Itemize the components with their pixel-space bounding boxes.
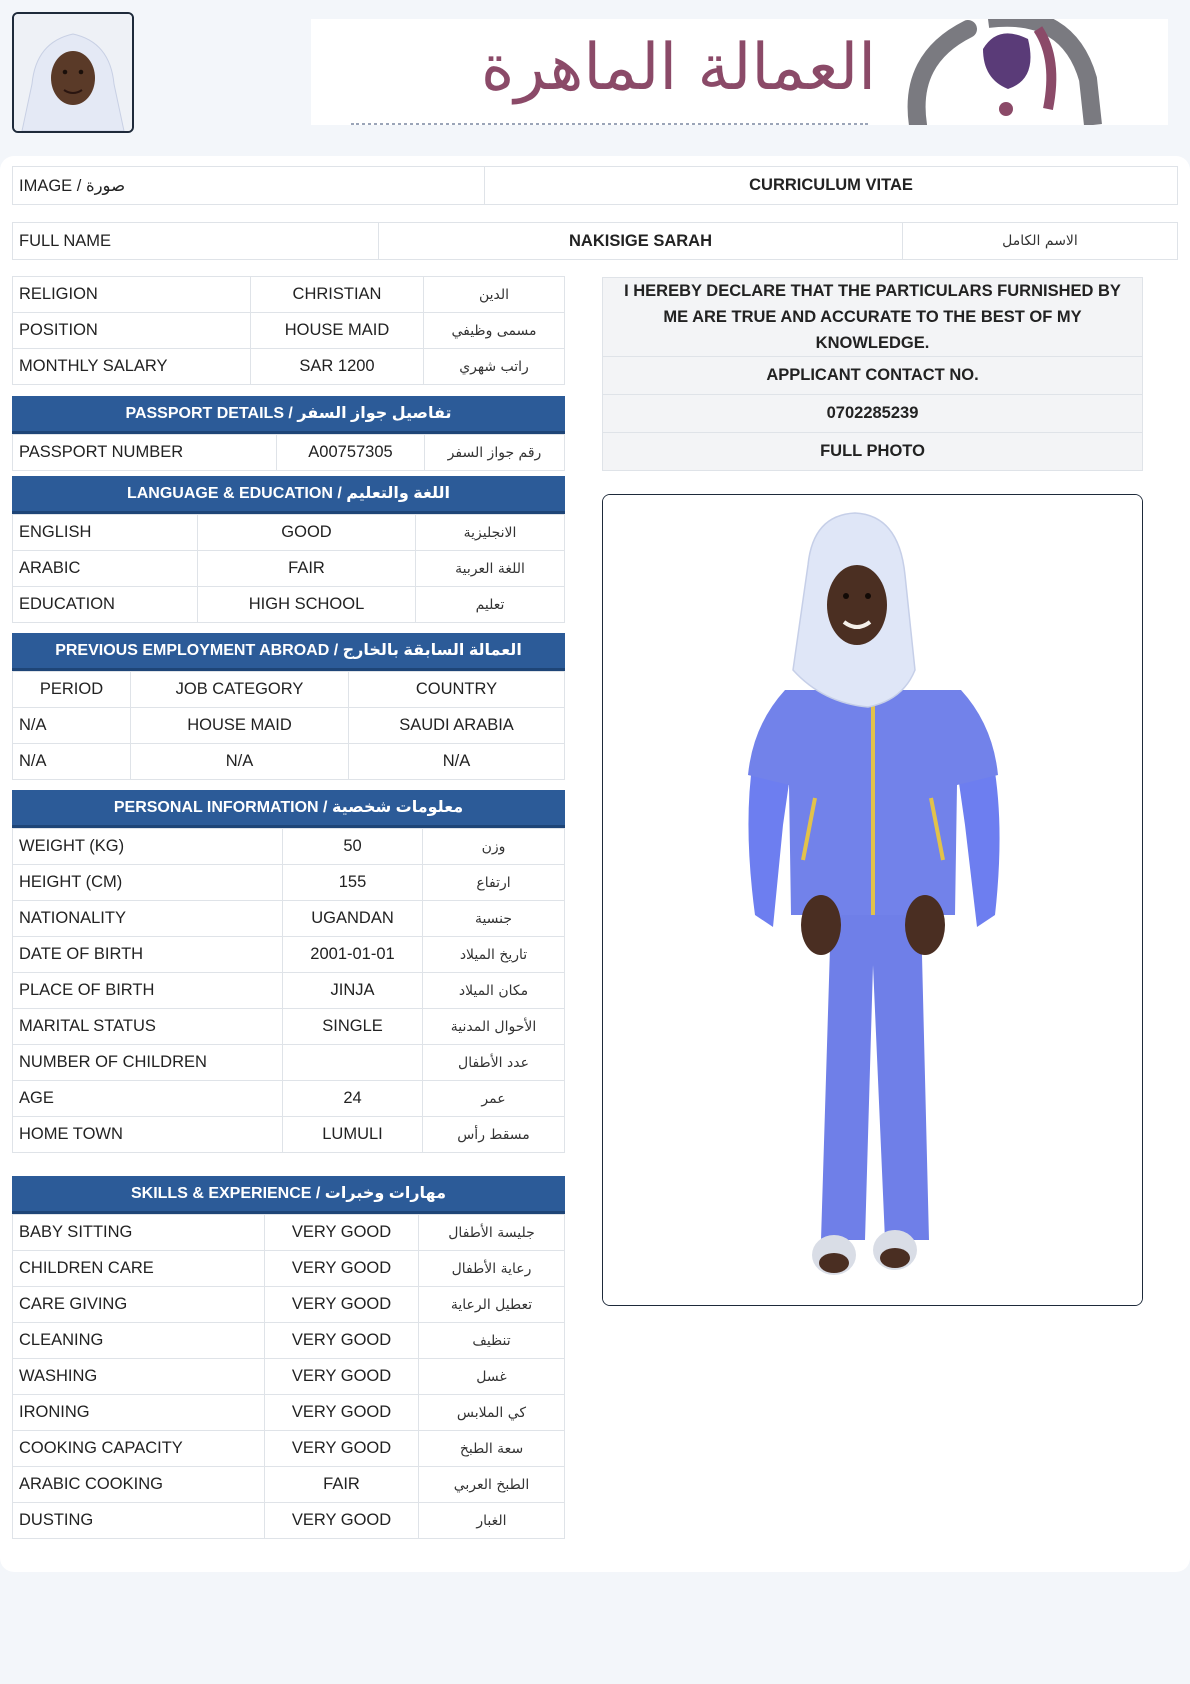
- employment-period: N/A: [13, 708, 131, 744]
- full-name-row: [12, 222, 1178, 260]
- personal-label-ar: عدد الأطفال: [423, 1045, 565, 1081]
- personal-value: 2001-01-01: [283, 937, 423, 973]
- skill-label: ARABIC COOKING: [13, 1467, 265, 1503]
- basic-label: POSITION: [13, 313, 251, 349]
- employment-job-category: HOUSE MAID: [131, 708, 349, 744]
- skill-label-ar: كي الملابس: [419, 1395, 565, 1431]
- skill-label-ar: تعطيل الرعاية: [419, 1287, 565, 1323]
- skill-row: [13, 1215, 565, 1251]
- personal-label: HOME TOWN: [13, 1117, 283, 1153]
- language-value: GOOD: [198, 515, 416, 551]
- personal-value: 24: [283, 1081, 423, 1117]
- employment-column-headers: [13, 672, 565, 708]
- skill-label-ar: جليسة الأطفال: [419, 1215, 565, 1251]
- column-header-job-category: JOB CATEGORY: [131, 672, 349, 708]
- skill-label: CHILDREN CARE: [13, 1251, 265, 1287]
- employment-section: [12, 633, 565, 780]
- skill-row: [13, 1503, 565, 1539]
- employment-country: SAUDI ARABIA: [349, 708, 565, 744]
- employment-header: PREVIOUS EMPLOYMENT ABROAD / العمالة السابقة بالخارج: [12, 633, 565, 671]
- skill-level: VERY GOOD: [265, 1431, 419, 1467]
- basic-info-table: [12, 276, 565, 385]
- skill-level: VERY GOOD: [265, 1323, 419, 1359]
- skill-label-ar: الطبخ العربي: [419, 1467, 565, 1503]
- passport-number-value: A00757305: [277, 435, 425, 471]
- contact-label: APPLICANT CONTACT NO.: [603, 357, 1143, 395]
- logo-underline: [351, 123, 868, 125]
- language-label-ar: اللغة العربية: [416, 551, 565, 587]
- personal-value: UGANDAN: [283, 901, 423, 937]
- passport-header: PASSPORT DETAILS / تفاصيل جواز السفر: [12, 396, 565, 434]
- basic-row: [13, 277, 565, 313]
- skill-label: CLEANING: [13, 1323, 265, 1359]
- personal-value: 50: [283, 829, 423, 865]
- skill-row: [13, 1431, 565, 1467]
- skill-level: VERY GOOD: [265, 1395, 419, 1431]
- skill-row: [13, 1287, 565, 1323]
- personal-label-ar: مكان الميلاد: [423, 973, 565, 1009]
- skills-section: [12, 1176, 565, 1539]
- language-section: [12, 476, 565, 623]
- personal-row: [13, 1081, 565, 1117]
- applicant-thumbnail: [12, 12, 134, 133]
- agency-logo-banner: [311, 19, 1168, 125]
- skill-level: VERY GOOD: [265, 1215, 419, 1251]
- personal-value: SINGLE: [283, 1009, 423, 1045]
- personal-row: [13, 1045, 565, 1081]
- basic-row: [13, 349, 565, 385]
- skill-label-ar: الغبار: [419, 1503, 565, 1539]
- cv-title: CURRICULUM VITAE: [485, 167, 1178, 205]
- personal-row: [13, 829, 565, 865]
- skill-row: [13, 1359, 565, 1395]
- language-label-ar: الانجليزية: [416, 515, 565, 551]
- basic-value: SAR 1200: [251, 349, 424, 385]
- skill-label: CARE GIVING: [13, 1287, 265, 1323]
- personal-label: PLACE OF BIRTH: [13, 973, 283, 1009]
- skill-level: VERY GOOD: [265, 1359, 419, 1395]
- passport-number-label: PASSPORT NUMBER: [13, 435, 277, 471]
- personal-row: [13, 901, 565, 937]
- full-name-value: NAKISIGE SARAH: [379, 223, 903, 260]
- skill-label: COOKING CAPACITY: [13, 1431, 265, 1467]
- full-name-label-ar: الاسم الكامل: [903, 223, 1178, 260]
- agency-logo-emblem-icon: [888, 19, 1138, 125]
- personal-label: DATE OF BIRTH: [13, 937, 283, 973]
- personal-row: [13, 865, 565, 901]
- personal-value: JINJA: [283, 973, 423, 1009]
- basic-value: HOUSE MAID: [251, 313, 424, 349]
- skill-label: WASHING: [13, 1359, 265, 1395]
- skills-header: SKILLS & EXPERIENCE / مهارات وخبرات: [12, 1176, 565, 1214]
- skill-label-ar: رعاية الأطفال: [419, 1251, 565, 1287]
- personal-label: MARITAL STATUS: [13, 1009, 283, 1045]
- employment-job-category: N/A: [131, 744, 349, 780]
- basic-label: MONTHLY SALARY: [13, 349, 251, 385]
- personal-row: [13, 973, 565, 1009]
- employment-row: [13, 708, 565, 744]
- personal-header: PERSONAL INFORMATION / معلومات شخصية: [12, 790, 565, 828]
- employment-period: N/A: [13, 744, 131, 780]
- image-label: IMAGE / صورة: [13, 167, 485, 205]
- skill-label: DUSTING: [13, 1503, 265, 1539]
- personal-label-ar: جنسية: [423, 901, 565, 937]
- personal-label: HEIGHT (CM): [13, 865, 283, 901]
- column-header-country: COUNTRY: [349, 672, 565, 708]
- personal-value: 155: [283, 865, 423, 901]
- skill-row: [13, 1467, 565, 1503]
- agency-logo-text: العمالة الماهرة: [480, 31, 876, 105]
- employment-country: N/A: [349, 744, 565, 780]
- skill-level: VERY GOOD: [265, 1251, 419, 1287]
- skill-row: [13, 1323, 565, 1359]
- language-label-ar: تعليم: [416, 587, 565, 623]
- personal-row: [13, 937, 565, 973]
- language-row: [13, 515, 565, 551]
- personal-label-ar: تاريخ الميلاد: [423, 937, 565, 973]
- language-value: HIGH SCHOOL: [198, 587, 416, 623]
- passport-number-label-ar: رقم جواز السفر: [425, 435, 565, 471]
- basic-label-ar: راتب شهري: [424, 349, 565, 385]
- basic-row: [13, 313, 565, 349]
- employment-row: [13, 744, 565, 780]
- skill-label: BABY SITTING: [13, 1215, 265, 1251]
- language-row: [13, 551, 565, 587]
- full-photo: [602, 494, 1143, 1306]
- full-name-label: FULL NAME: [13, 223, 379, 260]
- passport-section: [12, 396, 565, 471]
- skill-label-ar: سعة الطبخ: [419, 1431, 565, 1467]
- skill-level: VERY GOOD: [265, 1503, 419, 1539]
- language-label: ARABIC: [13, 551, 198, 587]
- skill-label: IRONING: [13, 1395, 265, 1431]
- personal-row: [13, 1117, 565, 1153]
- personal-label-ar: الأحوال المدنية: [423, 1009, 565, 1045]
- skill-label-ar: غسل: [419, 1359, 565, 1395]
- personal-label: AGE: [13, 1081, 283, 1117]
- full-photo-label: FULL PHOTO: [603, 433, 1143, 471]
- language-header: LANGUAGE & EDUCATION / اللغة والتعليم: [12, 476, 565, 514]
- column-header-period: PERIOD: [13, 672, 131, 708]
- declaration-text: I HEREBY DECLARE THAT THE PARTICULARS FURNISHED BY ME ARE TRUE AND ACCURATE TO THE BEST OF MY KNOWLEDGE.: [603, 278, 1143, 357]
- language-row: [13, 587, 565, 623]
- basic-value: CHRISTIAN: [251, 277, 424, 313]
- contact-number: 0702285239: [603, 395, 1143, 433]
- skill-row: [13, 1395, 565, 1431]
- personal-label: NUMBER OF CHILDREN: [13, 1045, 283, 1081]
- personal-label-ar: ارتفاع: [423, 865, 565, 901]
- skill-level: VERY GOOD: [265, 1287, 419, 1323]
- basic-label: RELIGION: [13, 277, 251, 313]
- personal-label-ar: وزن: [423, 829, 565, 865]
- declaration-box: [602, 277, 1143, 471]
- personal-label-ar: عمر: [423, 1081, 565, 1117]
- basic-label-ar: مسمى وظيفي: [424, 313, 565, 349]
- personal-label: WEIGHT (KG): [13, 829, 283, 865]
- personal-label: NATIONALITY: [13, 901, 283, 937]
- skill-label-ar: تنظيف: [419, 1323, 565, 1359]
- language-label: ENGLISH: [13, 515, 198, 551]
- personal-section: [12, 790, 565, 1153]
- personal-label-ar: مسقط رأس: [423, 1117, 565, 1153]
- skill-row: [13, 1251, 565, 1287]
- cv-title-row: [12, 166, 1178, 205]
- skill-level: FAIR: [265, 1467, 419, 1503]
- personal-value: LUMULI: [283, 1117, 423, 1153]
- personal-row: [13, 1009, 565, 1045]
- basic-label-ar: الدين: [424, 277, 565, 313]
- language-label: EDUCATION: [13, 587, 198, 623]
- personal-value: [283, 1045, 423, 1081]
- language-value: FAIR: [198, 551, 416, 587]
